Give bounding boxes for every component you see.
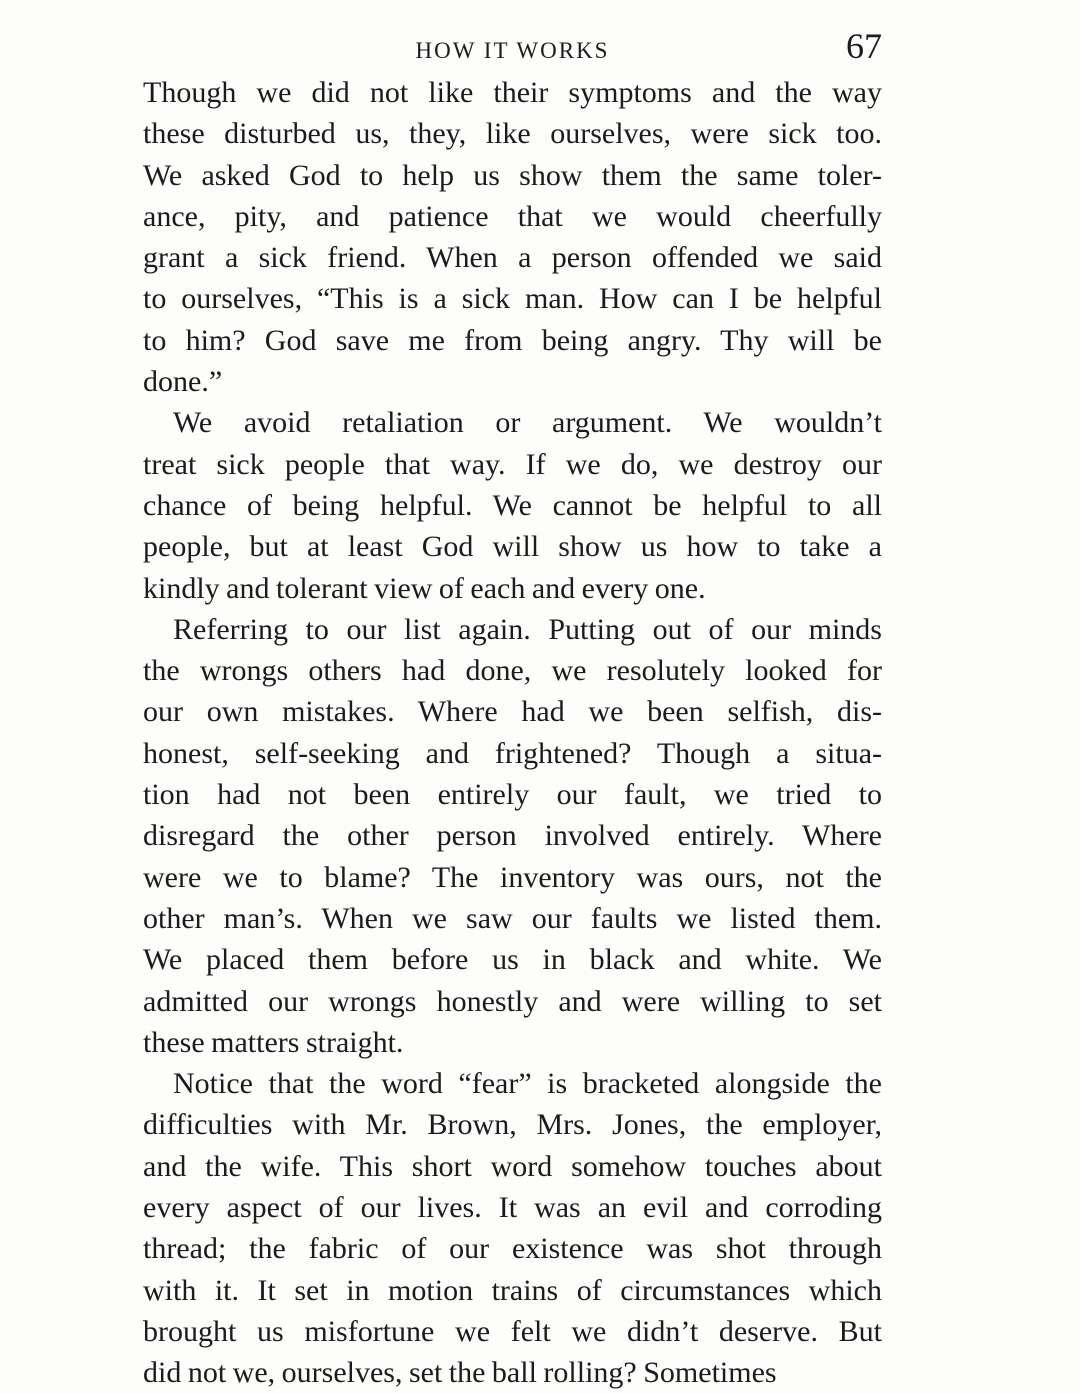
page-header <box>143 26 882 72</box>
text-line: people, but at least God will show us how to take a <box>143 530 882 564</box>
text-block <box>143 72 882 1394</box>
book-page <box>143 26 882 1394</box>
text-line: ance, pity, and patience that we would cheerfully <box>143 199 882 233</box>
text-line: every aspect of our lives. It was an evil and corroding <box>143 1191 882 1225</box>
text-line: Notice that the word “fear” is bracketed alongside the <box>173 1067 882 1101</box>
text-line: these disturbed us, they, like ourselves, were sick too. <box>143 117 882 151</box>
text-line: done.” <box>143 365 223 399</box>
text-line: disregard the other person involved entirely. Where <box>143 819 882 853</box>
text-line: kindly and tolerant view of each and every one. <box>143 571 706 605</box>
page-number: 67 <box>846 26 882 66</box>
text-line: We placed them before us in black and white. We <box>143 943 882 977</box>
text-line: We asked God to help us show them the same toler- <box>143 158 882 192</box>
paragraph <box>143 1063 882 1393</box>
text-line: Referring to our list again. Putting out of our minds <box>173 612 882 646</box>
text-line: honest, self-seeking and frightened? Though a situa- <box>143 736 882 770</box>
chapter-title: HOW IT WORKS <box>415 38 610 63</box>
text-line: with it. It set in motion trains of circumstances which <box>143 1273 882 1307</box>
text-line: these matters straight. <box>143 1025 404 1059</box>
text-line: Though we did not like their symptoms and the way <box>143 76 882 109</box>
text-line: other man’s. When we saw our faults we listed them. <box>143 901 882 935</box>
paragraph <box>143 402 882 608</box>
paragraph <box>143 72 882 402</box>
text-line: admitted our wrongs honestly and were willing to set <box>143 984 882 1018</box>
text-line: thread; the fabric of our existence was shot through <box>143 1232 882 1266</box>
text-line: were we to blame? The inventory was ours, not the <box>143 860 882 894</box>
text-line: brought us misfortune we felt we didn’t deserve. But <box>143 1314 882 1348</box>
text-line: to him? God save me from being angry. Thy will be <box>143 323 882 357</box>
text-line: grant a sick friend. When a person offended we said <box>143 241 882 275</box>
text-line: did not we, ourselves, set the ball rolling? Sometimes <box>143 1356 777 1390</box>
text-line: our own mistakes. Where had we been selfish, dis- <box>143 695 882 729</box>
text-line: chance of being helpful. We cannot be helpful to all <box>143 488 882 522</box>
text-line: and the wife. This short word somehow touches about <box>143 1149 882 1183</box>
text-line: treat sick people that way. If we do, we destroy our <box>143 447 882 481</box>
text-line: tion had not been entirely our fault, we tried to <box>143 778 882 812</box>
text-line: difficulties with Mr. Brown, Mrs. Jones, the employer, <box>143 1108 882 1142</box>
text-line: We avoid retaliation or argument. We wouldn’t <box>173 406 882 440</box>
text-line: the wrongs others had done, we resolutely looked for <box>143 654 882 688</box>
paragraph <box>143 609 882 1063</box>
text-line: to ourselves, “This is a sick man. How can I be helpful <box>143 282 882 316</box>
